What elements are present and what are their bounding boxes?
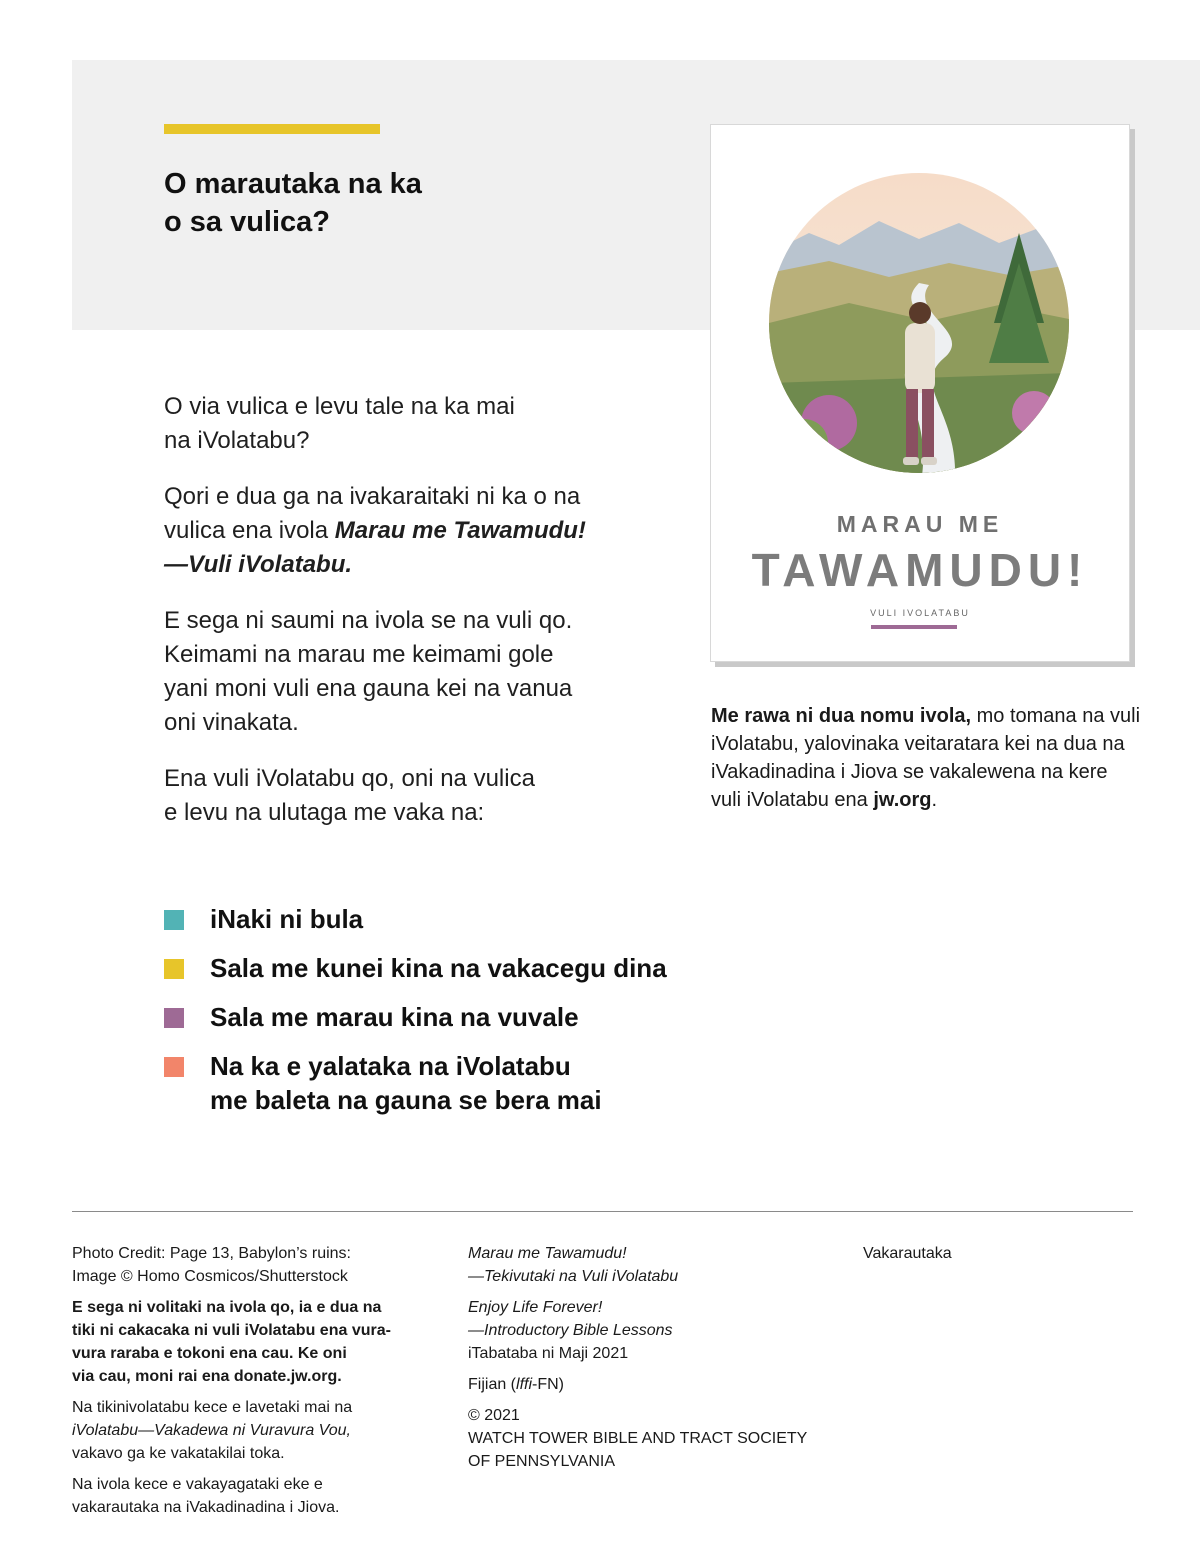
footer-column-2 [468,1242,848,1481]
paragraph-2 [164,480,664,582]
topic-item [164,1000,667,1034]
english-title: Enjoy Life Forever! —Introductory Bible Lessons [468,1299,673,1339]
paragraph-1: O via vulica e levu tale na ka mai na iVolatabu? [164,393,515,454]
printing-date: iTabataba ni Maji 2021 [468,1345,629,1362]
teal-square-icon [164,910,184,930]
side-note-bold: Me rawa ni dua nomu ivola, [711,705,972,727]
distributor-label: Vakarautaka [863,1245,952,1262]
scripture-note-pre: Na tikinivolatabu kece e lavetaki mai na [72,1399,353,1416]
landscape-illustration [769,173,1069,493]
publisher-note: Na ivola kece e vakayagataki eke e vakarautaka na iVakadinadina i Jiova. [72,1476,340,1516]
book-title-main: TAWAMUDU! [751,544,1089,596]
page-title: O marautaka na ka o sa vulica? [164,168,422,238]
paragraph-4: Ena vuli iVolatabu qo, oni na vulica e levu na ulutaga me vaka na: [164,765,535,826]
purple-square-icon [164,1008,184,1028]
paragraph-2-text: Qori e dua ga na ivakaraitaki ni ka o na vulica ena ivola [164,483,581,544]
book-subtitle: VULI IVOLATABU [870,608,970,618]
scripture-source: iVolatabu—Vakadewa ni Vuravura Vou, [72,1422,351,1439]
body-text [164,390,664,852]
side-note [711,702,1141,814]
copyright: © 2021 WATCH TOWER BIBLE AND TRACT SOCIETY OF PENNSYLVANIA [468,1407,808,1470]
topic-item [164,1049,667,1117]
topic-label: Sala me kunei kina na vakacegu dina [210,953,667,983]
side-note-end: . [931,789,938,811]
language-code [468,1373,848,1396]
english-title-block [468,1296,848,1365]
donation-note: E sega ni volitaki na ivola qo, ia e dua na tiki ni cakacaka ni vuli iVolatabu ena vura- vura raraba e tokoni ena cau. Ke oni via cau, moni rai ena donate.jw.org. [72,1299,391,1385]
topic-item [164,902,667,936]
topic-label: iNaki ni bula [210,904,364,934]
title-accent-bar [164,124,380,134]
footer-column-1 [72,1242,432,1527]
side-note-text: mo tomana na vuli iVolatabu, yalovinaka veitaratara kei na dua na iVakadinadina i Jiova se vakalewena na kere vuli iVolatabu ena [711,705,1141,811]
yellow-square-icon [164,959,184,979]
language-name: Fijian ( [468,1376,517,1393]
topic-list [164,902,667,1132]
footer-divider [72,1211,1133,1212]
scripture-note [72,1396,432,1465]
topic-label: Na ka e yalataka na iVolatabu me baleta na gauna se bera mai [210,1051,602,1115]
coral-square-icon [164,1057,184,1077]
photo-credit: Photo Credit: Page 13, Babylon’s ruins: Image © Homo Cosmicos/Shutterstock [72,1245,351,1285]
language-code-value: lffi [516,1376,533,1393]
book-title-top: MARAU ME [836,511,1004,537]
footer-column-3 [863,1242,1063,1273]
scripture-note-post: vakavo ga ke vakatakilai toka. [72,1445,285,1462]
book-cover [710,124,1130,662]
paragraph-3: E sega ni saumi na ivola se na vuli qo. Keimami na marau me keimami gole yani moni vuli ena gauna kei na vanua oni vinakata. [164,607,573,736]
book-title-inline: Marau me Tawamudu! —Vuli iVolatabu. [164,517,586,578]
local-title: Marau me Tawamudu! —Tekivutaki na Vuli iVolatabu [468,1245,679,1285]
language-suffix: -FN) [532,1376,564,1393]
jw-org-link[interactable]: jw.org [873,789,932,811]
topic-item [164,951,667,985]
topic-label: Sala me marau kina na vuvale [210,1002,579,1032]
book-accent-line [871,625,957,629]
